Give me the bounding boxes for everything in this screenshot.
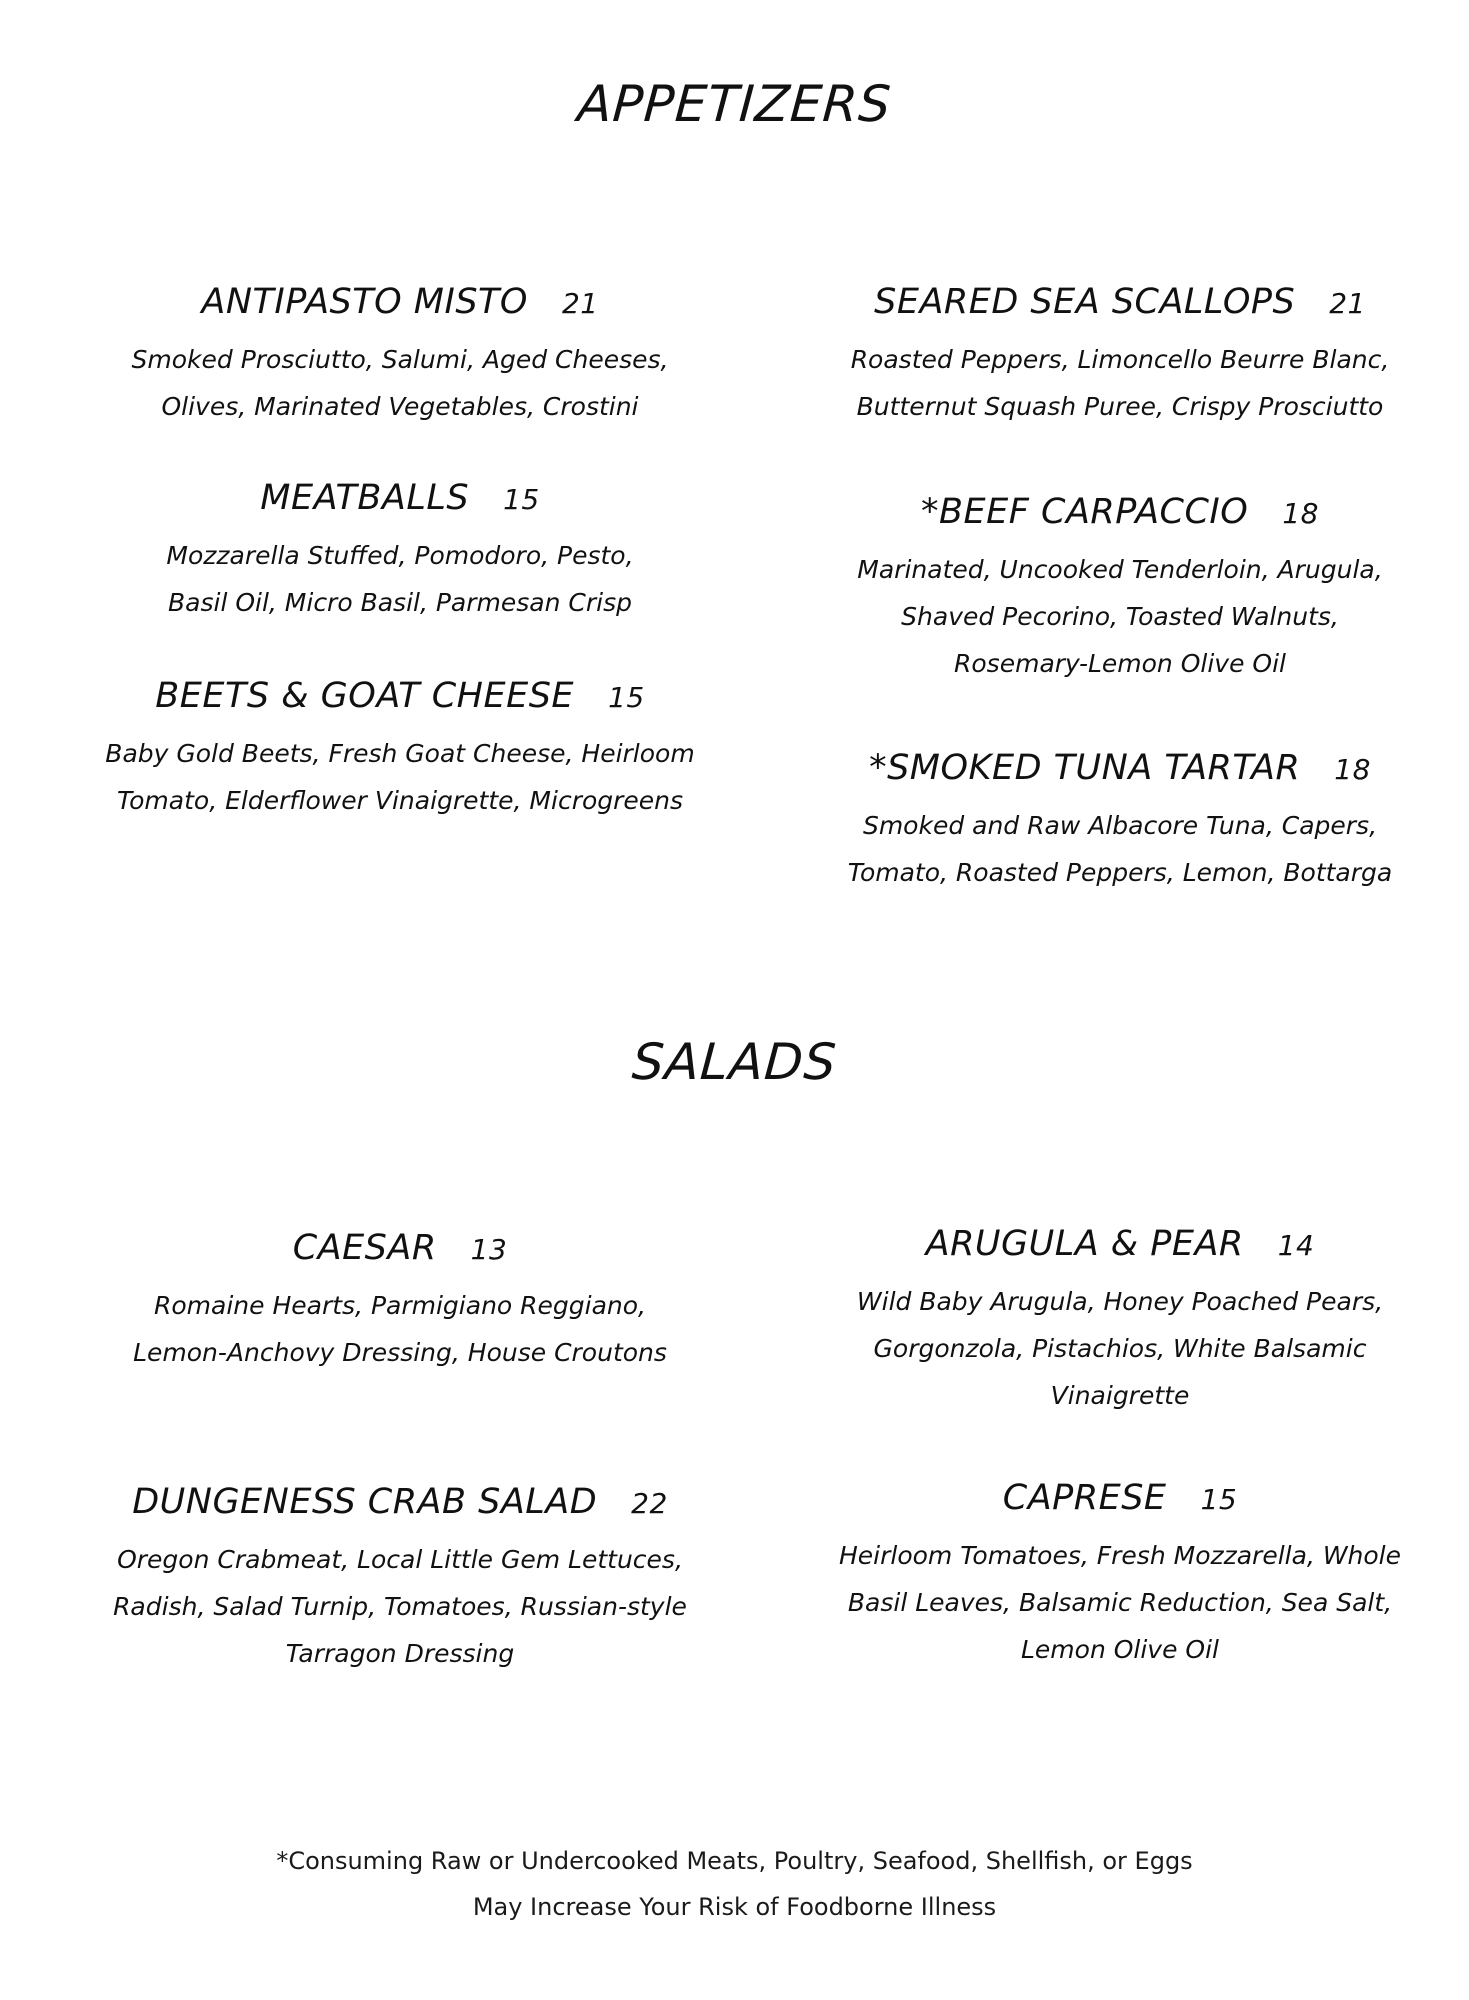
description-line: Smoked Prosciutto, Salumi, Aged Cheeses, bbox=[131, 345, 669, 374]
item-description bbox=[60, 532, 740, 626]
menu-item bbox=[60, 674, 740, 824]
description-line: Lemon-Anchovy Dressing, House Croutons bbox=[133, 1338, 667, 1367]
description-line: Heirloom Tomatoes, Fresh Mozzarella, Whole bbox=[838, 1541, 1402, 1570]
item-name: ANTIPASTO MISTO bbox=[201, 282, 528, 322]
description-line: Oregon Crabmeat, Local Little Gem Lettuces, bbox=[117, 1545, 683, 1574]
item-name: ARUGULA & PEAR bbox=[925, 1224, 1244, 1264]
description-line: Smoked and Raw Albacore Tuna, Capers, bbox=[862, 811, 1378, 840]
description-line: Mozzarella Stuffed, Pomodoro, Pesto, bbox=[166, 541, 634, 570]
disclaimer-line: May Increase Your Risk of Foodborne Illness bbox=[472, 1893, 997, 1921]
item-header bbox=[790, 1222, 1450, 1268]
item-description bbox=[790, 1278, 1450, 1419]
item-price: 13 bbox=[470, 1233, 508, 1266]
description-line: Butternut Squash Puree, Crispy Prosciutto bbox=[856, 392, 1384, 421]
item-price: 15 bbox=[503, 483, 540, 516]
item-name: SEARED SEA SCALLOPS bbox=[874, 282, 1296, 322]
item-price: 18 bbox=[1282, 497, 1319, 530]
item-name: MEATBALLS bbox=[260, 478, 470, 518]
description-line: Basil Oil, Micro Basil, Parmesan Crisp bbox=[168, 588, 632, 617]
salads-title: SALADS bbox=[630, 1033, 839, 1091]
item-header bbox=[60, 476, 740, 522]
item-name: BEETS & GOAT CHEESE bbox=[155, 676, 575, 716]
description-line: Wild Baby Arugula, Honey Poached Pears, bbox=[856, 1287, 1384, 1316]
description-line: Tomato, Elderflower Vinaigrette, Microgreens bbox=[116, 786, 684, 815]
description-line: Tarragon Dressing bbox=[285, 1639, 515, 1668]
item-header bbox=[60, 1480, 740, 1526]
item-price: 15 bbox=[1200, 1483, 1238, 1516]
item-name: *SMOKED TUNA TARTAR bbox=[869, 748, 1301, 788]
menu-item bbox=[790, 280, 1450, 430]
description-line: Romaine Hearts, Parmigiano Reggiano, bbox=[154, 1291, 646, 1320]
item-name: CAESAR bbox=[292, 1228, 437, 1268]
menu-item bbox=[790, 746, 1450, 896]
disclaimer bbox=[0, 1838, 1469, 1930]
description-line: Olives, Marinated Vegetables, Crostini bbox=[161, 392, 639, 421]
menu-item bbox=[60, 1480, 740, 1677]
item-description bbox=[60, 1282, 740, 1376]
description-line: Vinaigrette bbox=[1050, 1381, 1190, 1410]
menu-item bbox=[60, 280, 740, 430]
item-description bbox=[790, 336, 1450, 430]
item-description bbox=[790, 546, 1450, 687]
item-header bbox=[790, 490, 1450, 536]
item-price: 21 bbox=[561, 287, 599, 320]
item-description bbox=[60, 1536, 740, 1677]
item-header bbox=[790, 746, 1450, 792]
appetizers-title: APPETIZERS bbox=[575, 75, 894, 133]
item-name: *BEEF CARPACCIO bbox=[921, 492, 1249, 532]
description-line: Gorgonzola, Pistachios, White Balsamic bbox=[873, 1334, 1367, 1363]
item-header bbox=[60, 280, 740, 326]
description-line: Baby Gold Beets, Fresh Goat Cheese, Heirloom bbox=[105, 739, 695, 768]
disclaimer-line: *Consuming Raw or Undercooked Meats, Poultry, Seafood, Shellfish, or Eggs bbox=[276, 1847, 1193, 1875]
item-price: 21 bbox=[1329, 287, 1366, 320]
item-name: CAPRESE bbox=[1002, 1478, 1167, 1518]
description-line: Rosemary-Lemon Olive Oil bbox=[954, 649, 1286, 678]
item-header bbox=[790, 280, 1450, 326]
description-line: Roasted Peppers, Limoncello Beurre Blanc, bbox=[850, 345, 1390, 374]
item-header bbox=[60, 674, 740, 720]
menu-item bbox=[60, 476, 740, 626]
item-name: DUNGENESS CRAB SALAD bbox=[132, 1482, 598, 1522]
description-line: Shaved Pecorino, Toasted Walnuts, bbox=[901, 602, 1339, 631]
item-description bbox=[60, 336, 740, 430]
item-price: 15 bbox=[608, 681, 645, 714]
item-price: 14 bbox=[1277, 1229, 1315, 1262]
item-header bbox=[60, 1226, 740, 1272]
item-price: 22 bbox=[631, 1487, 668, 1520]
description-line: Tomato, Roasted Peppers, Lemon, Bottarga bbox=[847, 858, 1393, 887]
menu-item bbox=[60, 1226, 740, 1376]
menu-item bbox=[790, 490, 1450, 687]
description-line: Radish, Salad Turnip, Tomatoes, Russian-style bbox=[113, 1592, 687, 1621]
item-header bbox=[790, 1476, 1450, 1522]
menu-item bbox=[790, 1476, 1450, 1673]
description-line: Basil Leaves, Balsamic Reduction, Sea Salt, bbox=[847, 1588, 1393, 1617]
description-line: Lemon Olive Oil bbox=[1020, 1635, 1219, 1664]
item-price: 18 bbox=[1334, 753, 1371, 786]
description-line: Marinated, Uncooked Tenderloin, Arugula, bbox=[857, 555, 1383, 584]
item-description bbox=[790, 802, 1450, 896]
menu-item bbox=[790, 1222, 1450, 1419]
item-description bbox=[790, 1532, 1450, 1673]
item-description bbox=[60, 730, 740, 824]
